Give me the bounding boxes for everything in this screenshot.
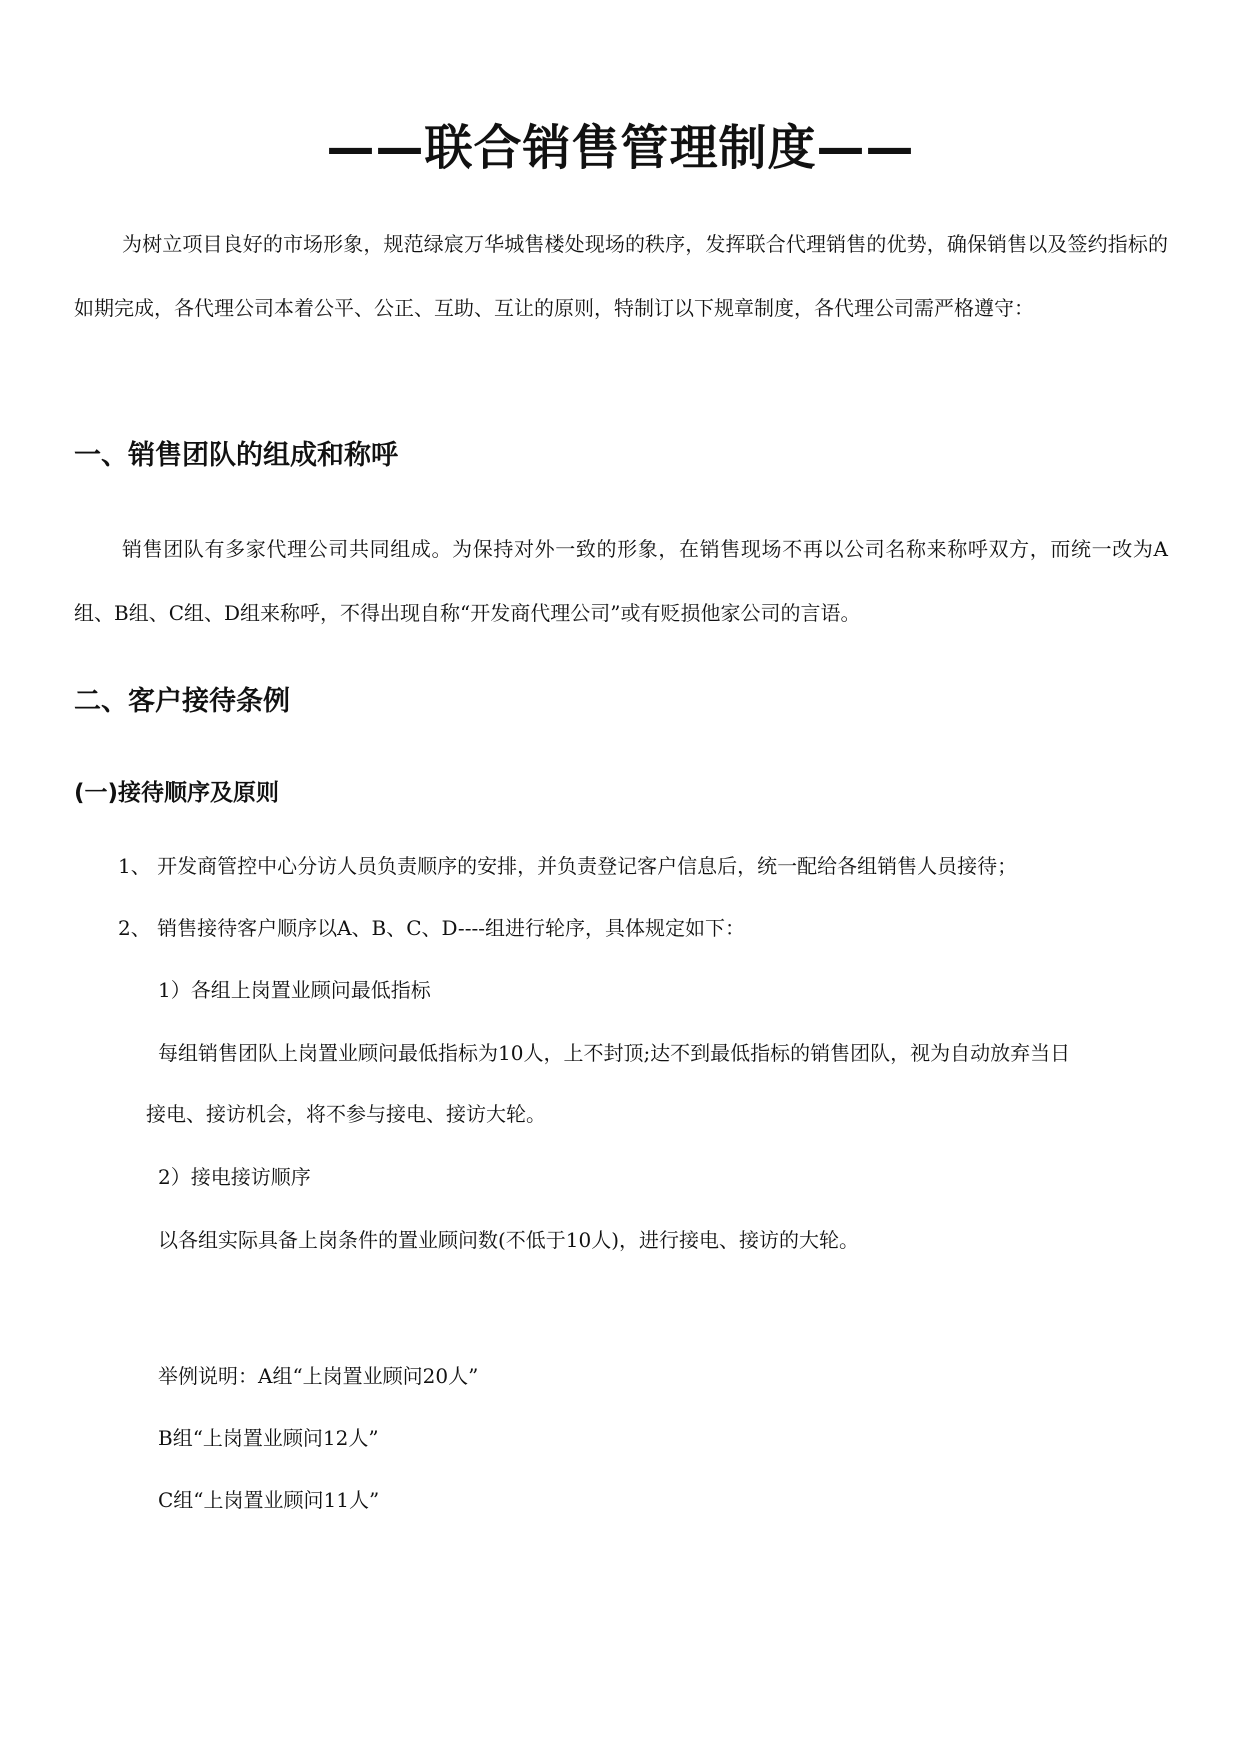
list-item-1: 1、 开发商管控中心分访人员负责顺序的安排，并负责登记客户信息后，统一配给各组销售人员接待； [118, 854, 1018, 878]
section-2-heading: 二、客户接待条例 [74, 686, 290, 717]
point-2-body: 以各组实际具备上岗条件的置业顾问数(不低于10人)，进行接电、接访的大轮。 [158, 1228, 860, 1252]
example-c: C组“上岗置业顾问11人” [158, 1488, 380, 1512]
document-title: ——联合销售管理制度—— [326, 120, 915, 176]
section-1-body: 销售团队有多家代理公司共同组成。为保持对外一致的形象，在销售现场不再以公司名称来称呼双方，而统一改为A组、B组、C组、D组来称呼，不得出现自称“开发商代理公司”或有贬损他家公司的言语。 [74, 537, 1168, 625]
section-1-heading: 一、销售团队的组成和称呼 [74, 440, 398, 471]
example-a: 举例说明：A组“上岗置业顾问20人” [158, 1364, 479, 1388]
example-b: B组“上岗置业顾问12人” [158, 1426, 379, 1450]
point-1-title: 1）各组上岗置业顾问最低指标 [158, 978, 431, 1002]
subsection-1-heading: (一)接待顺序及原则 [74, 780, 280, 806]
point-2-title: 2）接电接访顺序 [158, 1165, 311, 1189]
list-item-2: 2、 销售接待客户顺序以A、B、C、D----组进行轮序，具体规定如下： [118, 916, 745, 940]
intro-paragraph: 为树立项目良好的市场形象，规范绿宸万华城售楼处现场的秩序，发挥联合代理销售的优势，确保销售以及签约指标的如期完成，各代理公司本着公平、公正、互助、互让的原则，特制订以下规章制度，各代理公司需严格遵守： [74, 232, 1168, 320]
point-1-body-line-2: 接电、接访机会，将不参与接电、接访大轮。 [146, 1102, 546, 1126]
point-1-body-line-1: 每组销售团队上岗置业顾问最低指标为10人，上不封顶;达不到最低指标的销售团队，视为自动放弃当日 [158, 1041, 1071, 1065]
